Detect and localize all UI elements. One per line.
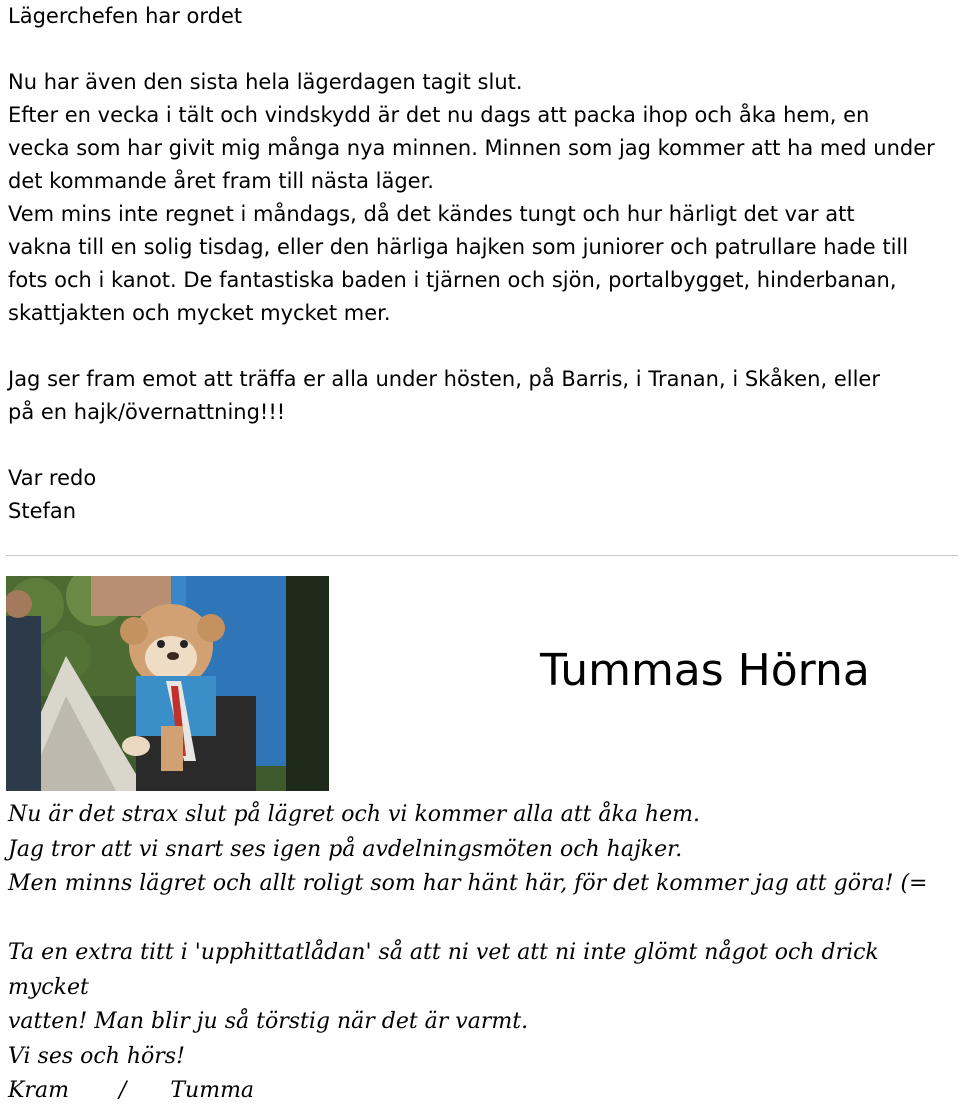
signoff-kram: Kram <box>8 1078 69 1103</box>
section-divider <box>6 555 958 556</box>
leader-line: Jag ser fram emot att träffa er alla under hösten, på Barris, i Tranan, i Skåken, eller <box>8 367 880 391</box>
leader-line: Efter en vecka i tält och vindskydd är det nu dags att packa ihop och åka hem, en <box>8 103 870 127</box>
leader-line: Vem mins inte regnet i måndags, då det kändes tungt och hur härligt det var att <box>8 202 855 226</box>
leader-line: på en hajk/övernattning!!! <box>8 400 286 424</box>
leader-heading: Lägerchefen har ordet <box>8 4 243 28</box>
leader-line: vecka som har givit mig många nya minnen. Minnen som jag kommer att ha med under <box>8 136 935 160</box>
teddy-bear-photo <box>6 576 329 791</box>
corner-line: Ta en extra titt i 'upphittatlådan' så att ni vet att ni inte glömt något och drick mycket <box>8 940 879 1000</box>
corner-letter <box>8 798 956 1109</box>
corner-line: Men minns lägret och allt roligt som har hänt här, för det kommer jag att göra! (= <box>8 871 928 896</box>
corner-signoff <box>8 1074 956 1109</box>
signoff-name: Tumma <box>170 1078 255 1103</box>
leader-letter <box>8 0 956 528</box>
signoff-slash: / <box>118 1078 127 1103</box>
corner-line: Jag tror att vi snart ses igen på avdelningsmöten och hajker. <box>8 836 683 862</box>
leader-signature: Stefan <box>8 499 77 523</box>
leader-line: fots och i kanot. De fantastiska baden i tjärnen och sjön, portalbygget, hinderbanan, <box>8 268 897 292</box>
corner-line: Nu är det strax slut på lägret och vi kommer alla att åka hem. <box>8 802 700 827</box>
corner-title: Tummas Hörna <box>540 645 870 696</box>
leader-line: vakna till en solig tisdag, eller den härliga hajken som juniorer och patrullare hade till <box>8 235 909 259</box>
leader-line: det kommande året fram till nästa läger. <box>8 169 434 193</box>
leader-closing: Var redo <box>8 466 97 490</box>
corner-line: vatten! Man blir ju så törstig när det är varmt. <box>8 1009 529 1034</box>
leader-line: Nu har även den sista hela lägerdagen tagit slut. <box>8 70 523 94</box>
corner-line: Vi ses och hörs! <box>8 1043 185 1069</box>
leader-line: skattjakten och mycket mycket mer. <box>8 301 391 325</box>
